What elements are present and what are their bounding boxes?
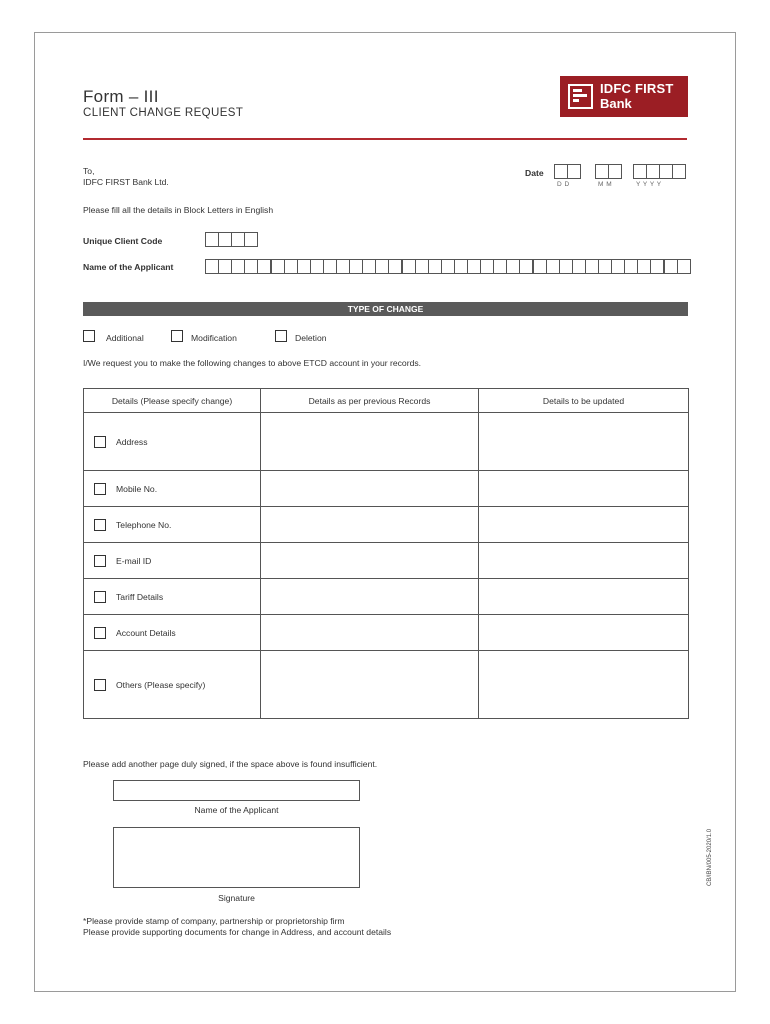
modification-checkbox[interactable] bbox=[171, 330, 183, 342]
applicant-name-char-box[interactable] bbox=[323, 259, 337, 274]
table-header-row bbox=[84, 389, 689, 413]
applicant-name-char-box[interactable] bbox=[310, 259, 324, 274]
date-day-2[interactable] bbox=[567, 164, 581, 179]
table-row bbox=[84, 615, 689, 651]
previous-record-cell[interactable] bbox=[261, 579, 479, 615]
applicant-name-char-box[interactable] bbox=[271, 259, 285, 274]
additional-label: Additional bbox=[106, 333, 144, 343]
client-code-box[interactable] bbox=[244, 232, 258, 247]
previous-record-cell[interactable] bbox=[261, 413, 479, 471]
email-checkbox[interactable] bbox=[94, 555, 106, 567]
table-row bbox=[84, 413, 689, 471]
applicant-name-char-box[interactable] bbox=[349, 259, 363, 274]
applicant-name-char-box[interactable] bbox=[441, 259, 455, 274]
applicant-name-char-box[interactable] bbox=[244, 259, 258, 274]
applicant-name-char-box[interactable] bbox=[480, 259, 494, 274]
type-of-change-banner: TYPE OF CHANGE bbox=[83, 302, 688, 316]
column-header: Details as per previous Records bbox=[261, 389, 479, 413]
deletion-label: Deletion bbox=[295, 333, 327, 343]
date-year-1[interactable] bbox=[633, 164, 647, 179]
addressee-bank: IDFC FIRST Bank Ltd. bbox=[83, 177, 169, 187]
applicant-name-char-box[interactable] bbox=[533, 259, 547, 274]
applicant-name-char-box[interactable] bbox=[336, 259, 350, 274]
applicant-name-char-box[interactable] bbox=[415, 259, 429, 274]
applicant-name-label: Name of the Applicant bbox=[83, 262, 174, 272]
applicant-name-char-box[interactable] bbox=[375, 259, 389, 274]
updated-detail-cell[interactable] bbox=[479, 507, 689, 543]
account-checkbox[interactable] bbox=[94, 627, 106, 639]
applicant-name-char-box[interactable] bbox=[362, 259, 376, 274]
column-header: Details to be updated bbox=[479, 389, 689, 413]
applicant-name-char-box[interactable] bbox=[284, 259, 298, 274]
applicant-name-char-box[interactable] bbox=[611, 259, 625, 274]
applicant-name-char-box[interactable] bbox=[677, 259, 691, 274]
updated-detail-cell[interactable] bbox=[479, 651, 689, 719]
date-day-1[interactable] bbox=[554, 164, 568, 179]
date-year-hint: Y Y Y Y bbox=[636, 181, 662, 188]
updated-detail-cell[interactable] bbox=[479, 543, 689, 579]
date-month-1[interactable] bbox=[595, 164, 609, 179]
table-row bbox=[84, 471, 689, 507]
client-code-box[interactable] bbox=[205, 232, 219, 247]
logo-text-line1: IDFC FIRST bbox=[600, 81, 674, 96]
table-row bbox=[84, 579, 689, 615]
applicant-name-char-box[interactable] bbox=[218, 259, 232, 274]
form-subtitle: CLIENT CHANGE REQUEST bbox=[83, 107, 244, 119]
applicant-name-char-box[interactable] bbox=[388, 259, 402, 274]
table-row bbox=[84, 507, 689, 543]
applicant-name-char-box[interactable] bbox=[624, 259, 638, 274]
row-label: Tariff Details bbox=[116, 591, 164, 602]
modification-label: Modification bbox=[191, 333, 237, 343]
form-code: CB/IBN/005-2020/1.0 bbox=[707, 828, 713, 886]
additional-checkbox[interactable] bbox=[83, 330, 95, 342]
applicant-name-char-box[interactable] bbox=[205, 259, 219, 274]
name-of-applicant-caption: Name of the Applicant bbox=[194, 805, 279, 815]
applicant-name-char-box[interactable] bbox=[559, 259, 573, 274]
client-code-label: Unique Client Code bbox=[83, 236, 163, 246]
applicant-name-char-box[interactable] bbox=[546, 259, 560, 274]
bank-logo bbox=[560, 76, 688, 117]
applicant-name-char-box[interactable] bbox=[493, 259, 507, 274]
date-year-2[interactable] bbox=[646, 164, 660, 179]
row-label: Mobile No. bbox=[116, 483, 158, 494]
date-day-hint: D D bbox=[557, 181, 570, 188]
row-label: Others (Please specify) bbox=[116, 679, 206, 690]
address-checkbox[interactable] bbox=[94, 436, 106, 448]
previous-record-cell[interactable] bbox=[261, 543, 479, 579]
applicant-name-char-box[interactable] bbox=[297, 259, 311, 274]
row-label: Address bbox=[116, 436, 148, 447]
previous-record-cell[interactable] bbox=[261, 615, 479, 651]
deletion-checkbox[interactable] bbox=[275, 330, 287, 342]
stamp-note: *Please provide stamp of company, partnership or proprietorship firm bbox=[83, 916, 345, 926]
applicant-name-char-box[interactable] bbox=[467, 259, 481, 274]
updated-detail-cell[interactable] bbox=[479, 471, 689, 507]
signature-caption: Signature bbox=[218, 893, 255, 903]
documents-note: Please provide supporting documents for change in Address, and account details bbox=[83, 927, 392, 937]
date-year-3[interactable] bbox=[659, 164, 673, 179]
previous-record-cell[interactable] bbox=[261, 651, 479, 719]
row-label: E-mail ID bbox=[116, 555, 152, 566]
form-page bbox=[34, 32, 736, 992]
row-label: Account Details bbox=[116, 627, 176, 638]
logo-mark-icon bbox=[568, 84, 593, 109]
row-label: Telephone No. bbox=[116, 519, 172, 530]
applicant-name-char-box[interactable] bbox=[257, 259, 271, 274]
date-month-2[interactable] bbox=[608, 164, 622, 179]
table-row bbox=[84, 543, 689, 579]
date-label: Date bbox=[525, 168, 544, 178]
header-divider bbox=[83, 138, 687, 140]
insufficient-space-note: Please add another page duly signed, if the space above is found insufficient. bbox=[83, 759, 378, 769]
date-year-4[interactable] bbox=[672, 164, 686, 179]
applicant-name-char-box[interactable] bbox=[231, 259, 245, 274]
signature-box[interactable] bbox=[113, 827, 360, 888]
tariff-checkbox[interactable] bbox=[94, 591, 106, 603]
applicant-name-char-box[interactable] bbox=[402, 259, 416, 274]
telephone-checkbox[interactable] bbox=[94, 519, 106, 531]
updated-detail-cell[interactable] bbox=[479, 579, 689, 615]
column-header: Details (Please specify change) bbox=[84, 389, 261, 413]
updated-detail-cell[interactable] bbox=[479, 413, 689, 471]
applicant-name-char-box[interactable] bbox=[454, 259, 468, 274]
applicant-name-char-box[interactable] bbox=[519, 259, 533, 274]
applicant-name-char-box[interactable] bbox=[506, 259, 520, 274]
others-checkbox[interactable] bbox=[94, 679, 106, 691]
previous-record-cell[interactable] bbox=[261, 507, 479, 543]
client-code-box[interactable] bbox=[231, 232, 245, 247]
change-details-table bbox=[83, 388, 689, 719]
logo-text-line2: Bank bbox=[600, 96, 632, 111]
previous-record-cell[interactable] bbox=[261, 471, 479, 507]
applicant-name-char-box[interactable] bbox=[664, 259, 678, 274]
request-text: I/We request you to make the following changes to above ETCD account in your records. bbox=[83, 358, 422, 368]
applicant-name-char-box[interactable] bbox=[572, 259, 586, 274]
client-code-box[interactable] bbox=[218, 232, 232, 247]
applicant-name-input[interactable] bbox=[113, 780, 360, 801]
applicant-name-char-box[interactable] bbox=[637, 259, 651, 274]
applicant-name-char-box[interactable] bbox=[428, 259, 442, 274]
addressee-to: To, bbox=[83, 166, 95, 176]
table-row bbox=[84, 651, 689, 719]
updated-detail-cell[interactable] bbox=[479, 615, 689, 651]
applicant-name-char-box[interactable] bbox=[650, 259, 664, 274]
applicant-name-char-box[interactable] bbox=[585, 259, 599, 274]
instruction-text: Please fill all the details in Block Letters in English bbox=[83, 205, 274, 215]
mobile-checkbox[interactable] bbox=[94, 483, 106, 495]
form-title: Form – III bbox=[83, 87, 159, 106]
date-month-hint: M M bbox=[598, 181, 613, 188]
applicant-name-char-box[interactable] bbox=[598, 259, 612, 274]
